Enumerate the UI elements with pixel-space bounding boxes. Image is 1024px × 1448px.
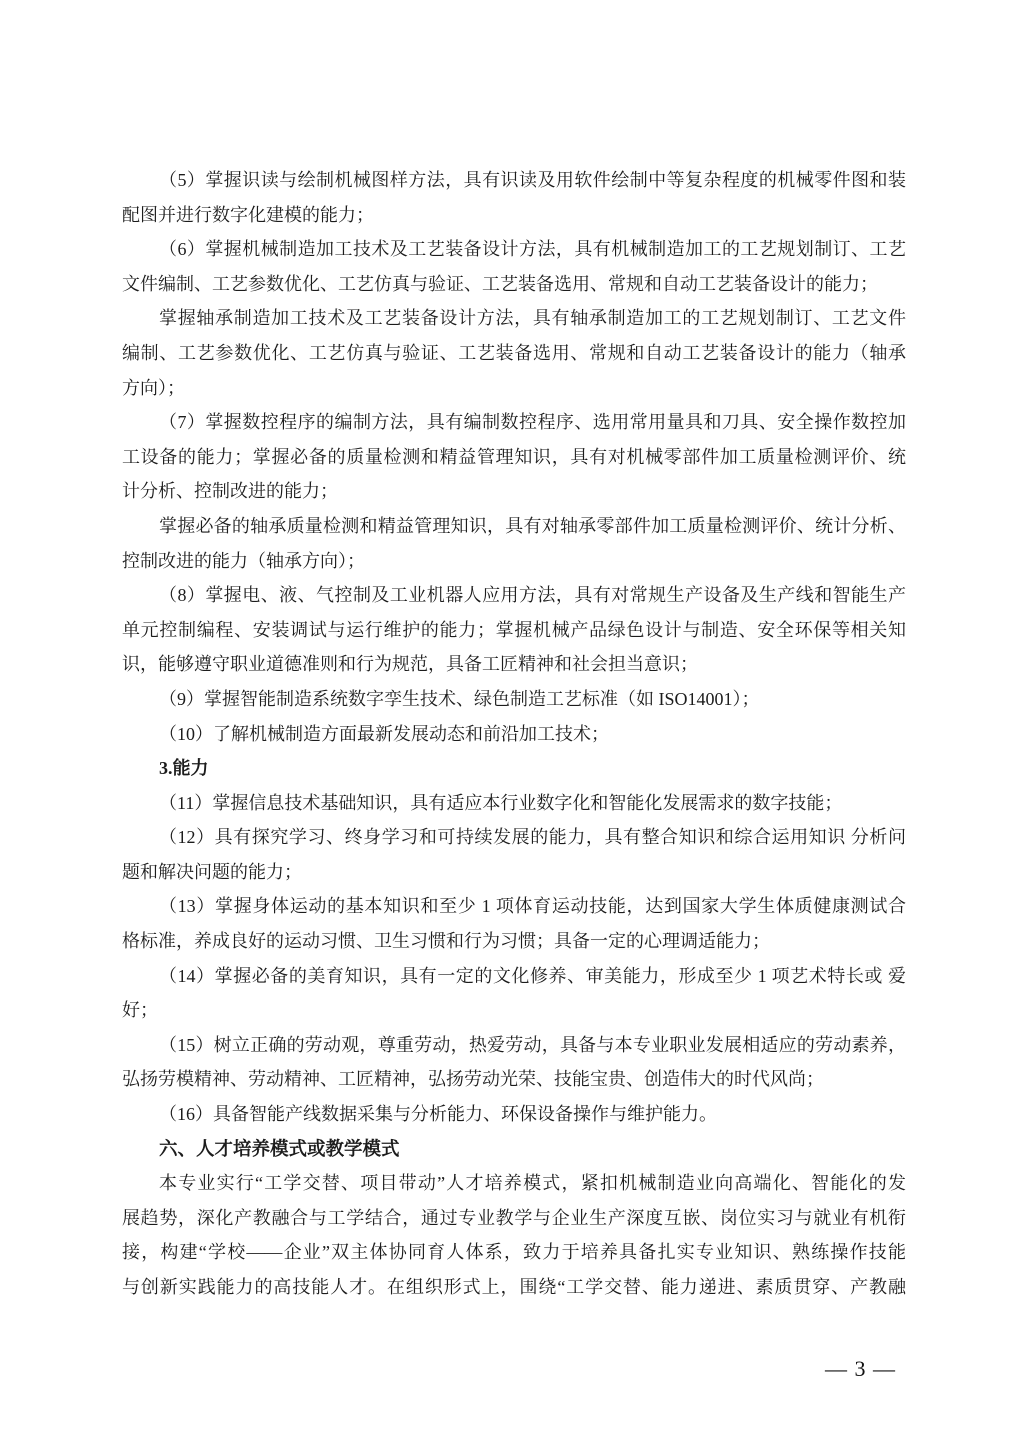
text-line: 题和解决问题的能力； (122, 861, 302, 882)
text-line: 工设备的能力；掌握必备的质量检测和精益管理知识，具有对机械零部件加工质量检测评价、统 (122, 446, 906, 467)
text-line: （5）掌握识读与绘制机械图样方法，具有识读及用软件绘制中等复杂程度的机械零件图和装 (159, 170, 906, 190)
text-line: 编制、工艺参数优化、工艺仿真与验证、工艺装备选用、常规和自动工艺装备设计的能力（轴承 (122, 342, 906, 363)
text-line: （12）具有探究学习、终身学习和可持续发展的能力，具有整合知识和综合运用知识 分析问 (159, 827, 906, 848)
text-line: 接，构建“学校——企业”双主体协同育人体系，致力于培养具备扎实专业知识、熟练操作技能 (122, 1242, 906, 1263)
text-line: （15）树立正确的劳动观，尊重劳动，热爱劳动，具备与本专业职业发展相适应的劳动素养， (159, 1034, 906, 1055)
text-line: （9）掌握智能制造系统数字孪生技术、绿色制造工艺标准（如 ISO14001）； (159, 688, 760, 709)
text-line: 好； (122, 1000, 158, 1021)
text-line: （7）掌握数控程序的编制方法，具有编制数控程序、选用常用量具和刀具、安全操作数控加 (159, 412, 906, 433)
page-number: — 3 — (825, 1356, 896, 1381)
text-line: 计分析、控制改进的能力； (122, 481, 338, 502)
text-line: 文件编制、工艺参数优化、工艺仿真与验证、工艺装备选用、常规和自动工艺装备设计的能力； (122, 273, 878, 294)
text-line: （6）掌握机械制造加工技术及工艺装备设计方法，具有机械制造加工的工艺规划制订、工艺 (159, 239, 906, 260)
text-line: （11）掌握信息技术基础知识，具有适应本行业数字化和智能化发展需求的数字技能； (159, 792, 843, 813)
text-line: 与创新实践能力的高技能人才。在组织形式上，围绕“工学交替、能力递进、素质贯穿、产教融 (122, 1277, 906, 1297)
text-line: （16）具备智能产线数据采集与分析能力、环保设备操作与维护能力。 (159, 1104, 717, 1125)
text-line: 配图并进行数字化建模的能力； (122, 204, 374, 225)
text-line: 展趋势，深化产教融合与工学结合，通过专业教学与企业生产深度互嵌、岗位实习与就业有机衔 (122, 1207, 906, 1228)
text-line: 掌握必备的轴承质量检测和精益管理知识，具有对轴承零部件加工质量检测评价、统计分析、 (159, 515, 906, 536)
text-line: （14）掌握必备的美育知识，具有一定的文化修养、审美能力，形成至少 1 项艺术特长或 爱 (159, 965, 906, 986)
text-line: 掌握轴承制造加工技术及工艺装备设计方法，具有轴承制造加工的工艺规划制订、工艺文件 (159, 308, 906, 329)
text-line: （13）掌握身体运动的基本知识和至少 1 项体育运动技能，达到国家大学生体质健康测试合 (159, 896, 906, 917)
section-heading: 六、人才培养模式或教学模式 (159, 1137, 400, 1159)
text-line: （10）了解机械制造方面最新发展动态和前沿加工技术； (159, 723, 609, 744)
subsection-heading: 3.能力 (159, 758, 209, 779)
text-line: 控制改进的能力（轴承方向）； (122, 550, 365, 571)
text-line: 识，能够遵守职业道德准则和行为规范，具备工匠精神和社会担当意识； (122, 654, 698, 675)
text-line: 单元控制编程、安装调试与运行维护的能力；掌握机械产品绿色设计与制造、安全环保等相关知 (122, 619, 906, 640)
text-line: 弘扬劳模精神、劳动精神、工匠精神，弘扬劳动光荣、技能宝贵、创造伟大的时代风尚； (122, 1069, 824, 1090)
document-body (122, 163, 906, 1305)
text-line: 格标准，养成良好的运动习惯、卫生习惯和行为习惯；具备一定的心理调适能力； (122, 931, 770, 952)
text-line: （8）掌握电、液、气控制及工业机器人应用方法，具有对常规生产设备及生产线和智能生产 (159, 585, 906, 606)
text-line: 本专业实行“工学交替、项目带动”人才培养模式，紧扣机械制造业向高端化、智能化的发 (159, 1173, 906, 1194)
text-line: 方向）； (122, 377, 185, 398)
